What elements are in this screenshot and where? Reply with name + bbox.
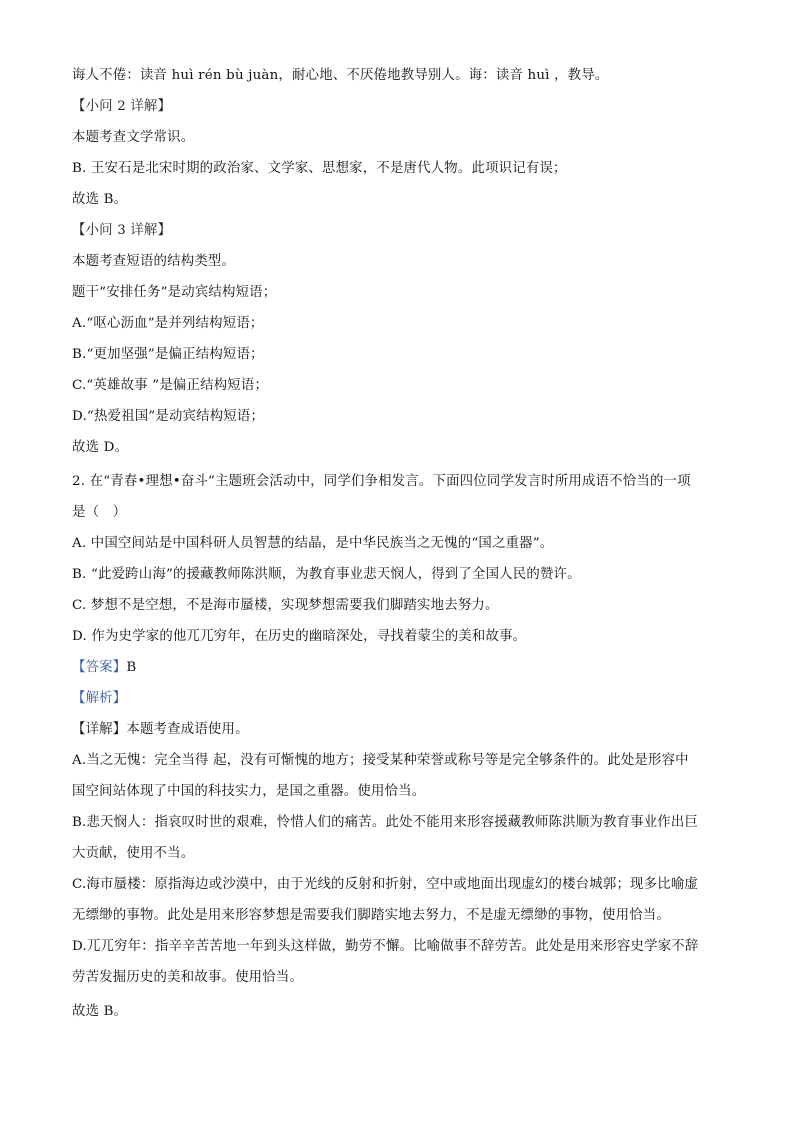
text-line: 国空间站体现了中国的科技实力，是国之重器。使用恰当。 (72, 784, 426, 799)
text-line: 本题考查短语的结构类型。 (72, 254, 236, 269)
section-heading: 【小问 2 详解】 (72, 99, 172, 114)
answer-tag: 【答案】 (72, 660, 127, 675)
option-b: B. “此爱跨山海”的援藏教师陈洪顺，为教育事业悲天悯人，得到了全国人民的赞许。 (72, 567, 581, 582)
text-line: 故选 D。 (72, 440, 129, 455)
question-stem: 是（ ） (72, 505, 127, 520)
text-line: C.海市蜃楼：原指海边或沙漠中，由于光线的反射和折射，空中或地面出现虚幻的楼台城郭；现多比喻虚 (72, 877, 698, 892)
text-line: 大贡献，使用不当。 (72, 846, 195, 861)
section-heading: 【小问 3 详解】 (72, 223, 172, 238)
text-line: 【详解】本题考查成语使用。 (72, 722, 249, 737)
text-line: B.悲天悯人：指哀叹时世的艰难，怜惜人们的痛苦。此处不能用来形容援藏教师陈洪顺为教育事业作出巨 (72, 815, 699, 830)
text-line: 故选 B。 (72, 192, 128, 207)
text-line: 诲人不倦：读音 huì rén bù juàn，耐心地、不厌倦地教导别人。诲：读音 huì ，教导。 (72, 68, 609, 83)
text-line: 无缥缈的事物。此处是用来形容梦想是需要我们脚踏实地去努力，不是虚无缥缈的事物，使用恰当。 (72, 908, 670, 923)
text-line: C.“英雄故事 ”是偏正结构短语； (72, 378, 269, 393)
text-line: D.兀兀穷年：指辛辛苦苦地一年到头这样做，勤劳不懈。比喻做事不辞劳苦。此处是用来形容史学家不辞 (72, 939, 699, 954)
text-line: D.“热爱祖国”是动宾结构短语； (72, 409, 265, 424)
answer-value: B (126, 660, 137, 675)
text-line: 本题考查文学常识。 (72, 130, 195, 145)
question-stem: 2. 在“青春•理想•奋斗”主题班会活动中，同学们争相发言。下面四位同学发言时所用成语不恰当的一项 (72, 474, 691, 489)
option-d: D. 作为史学家的他兀兀穷年，在历史的幽暗深处，寻找着蒙尘的美和故事。 (72, 629, 527, 644)
text-line: B. 王安石是北宋时期的政治家、文学家、思想家，不是唐代人物。此项识记有误； (72, 161, 567, 176)
option-a: A. 中国空间站是中国科研人员智慧的结晶，是中华民族当之无愧的“国之重器”。 (72, 536, 554, 551)
analysis-tag: 【解析】 (72, 691, 127, 706)
answer-line (72, 658, 722, 678)
text-line: B.“更加坚强”是偏正结构短语； (72, 347, 264, 362)
option-c: C. 梦想不是空想，不是海市蜃楼，实现梦想需要我们脚踏实地去努力。 (72, 598, 499, 613)
text-line: A.“呕心沥血”是并列结构短语； (72, 316, 264, 331)
text-line: 故选 B。 (72, 1004, 128, 1019)
text-line: 劳苦发掘历史的美和故事。使用恰当。 (72, 970, 304, 985)
text-line: 题干“安排任务”是动宾结构短语； (72, 285, 277, 300)
text-line: A.当之无愧：完全当得 起，没有可惭愧的地方；接受某种荣誉或称号等是完全够条件的。此处是形容中 (72, 753, 689, 768)
